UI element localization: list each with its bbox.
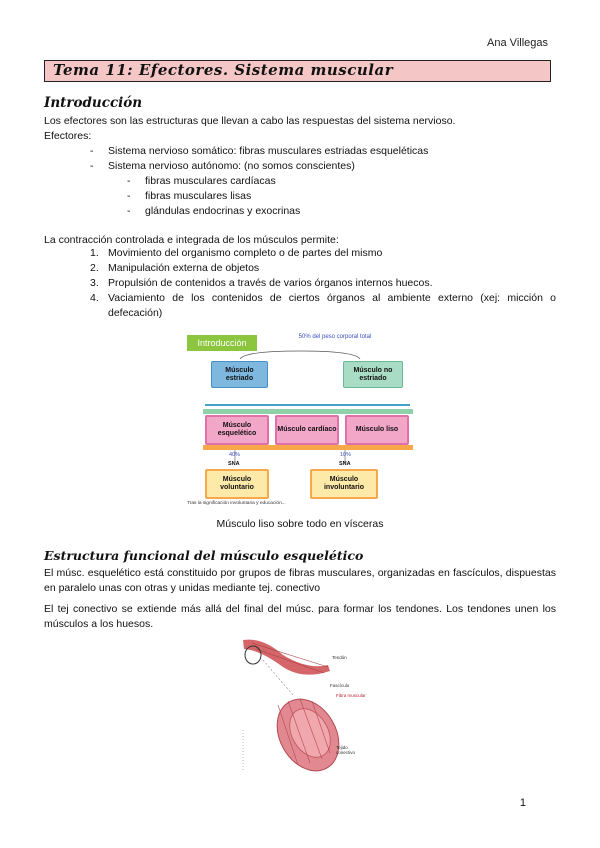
box-liso: Músculo liso [345, 415, 409, 445]
list-item: 1. Movimiento del organismo completo o de partes del mismo [90, 247, 383, 259]
label-tendon: Tendón [332, 655, 347, 660]
page-number: 1 [519, 797, 526, 809]
effectors-list [108, 144, 428, 174]
section2-para-2: El tej conectivo se extiende más allá del final del músc. para formar los tendones. Los tendones unen los músculos a los huesos. [44, 603, 556, 630]
list-item: - Sistema nervioso somático: fibras musculares estriadas esqueléticas [108, 144, 428, 159]
author-name: Ana Villegas [487, 37, 548, 49]
autonomic-list [145, 174, 300, 219]
label-fibra: Fibra muscular [336, 693, 366, 698]
intro-line-2: Efectores: [44, 130, 92, 142]
section2-heading: Estructura funcional del músculo esquelético [44, 548, 364, 563]
list-item: 2. Manipulación externa de objetos [90, 262, 260, 274]
box-no-estriado: Músculo no estriado [343, 361, 403, 388]
intro-line-1: Los efectores son las estructuras que llevan a cabo las respuestas del sistema nervioso. [44, 115, 456, 127]
list-item: 3. Propulsión de contenidos a través de varios órganos internos huecos. [90, 277, 433, 289]
list-item: - fibras musculares cardíacas [145, 174, 300, 189]
intro-heading: Introducción [44, 95, 143, 111]
box-involuntario: Músculo involuntario [310, 469, 378, 499]
muscle-illustration [238, 635, 368, 775]
section2-para-1: El músc. esquelético está constituido por grupos de fibras musculares, organizadas en fascículos, dispuestas en paralelo unas con otras y unidas mediante tej. conectivo [44, 567, 556, 594]
list-item: 4. Vaciamiento de los contenidos de ciertos órganos al ambiente externo (xej: micción o defecación) [90, 292, 556, 319]
box-esqueletico: Músculo esquelético [205, 415, 269, 445]
box-cardiaco: Músculo cardíaco [275, 415, 339, 445]
sna-left: SNA [228, 461, 240, 467]
page-title: Tema 11: Efectores. Sistema muscular [44, 60, 551, 82]
label-fasciculo: Fascículo [330, 683, 350, 688]
box-estriado: Músculo estriado [211, 361, 268, 388]
box-voluntario: Músculo voluntario [205, 469, 269, 499]
pct-right: 10% [340, 452, 352, 458]
diagram-tag: Introducción [187, 335, 257, 351]
diagram-caption: Músculo liso sobre todo en vísceras [216, 518, 384, 530]
functions-list [90, 246, 556, 321]
muscle-types-diagram [185, 333, 415, 515]
list-item: - glándulas endocrinas y exocrinas [145, 204, 300, 219]
contraction-intro: La contracción controlada e integrada de los músculos permite: [44, 234, 339, 246]
label-tejido: Tejido conectivo [336, 745, 356, 755]
diagram-top-label: 50% del peso corporal total [298, 334, 372, 340]
diagram-footnote: Tras la significación involuntaria y educación... [187, 501, 286, 506]
list-item: - fibras musculares lisas [145, 189, 300, 204]
sna-right: SNA [339, 461, 351, 467]
pct-left: 40% [229, 452, 241, 458]
list-item: - Sistema nervioso autónomo: (no somos conscientes) [108, 159, 428, 174]
